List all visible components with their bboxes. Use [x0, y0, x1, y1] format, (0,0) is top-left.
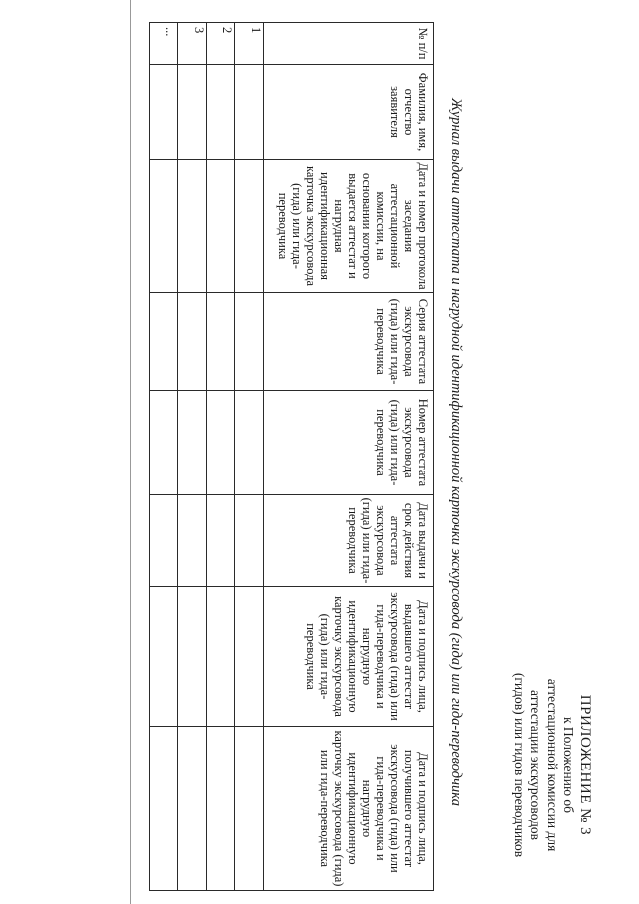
table-cell [150, 160, 179, 293]
table-cell [207, 65, 236, 160]
table-cell [178, 65, 207, 160]
appendix-line: аттестации экскурсоводов [528, 689, 544, 841]
appendix-title: ПРИЛОЖЕНИЕ № 3 [577, 694, 593, 836]
appendix-header [511, 650, 594, 880]
table-cell [207, 391, 236, 495]
table-cell [235, 727, 264, 891]
page-edge-line [130, 0, 131, 904]
table-cell [235, 293, 264, 391]
column-header-issuer-signature: Дата и подпись лица, выдавшего аттестат экскурсовода (гида) или гида-переводчика и нагрудную идентификационную карточку экскурсовода (гида) или гида-переводчика [264, 587, 434, 727]
table-cell [178, 727, 207, 891]
row-number: 1 [235, 23, 264, 65]
table-cell [178, 160, 207, 293]
table-cell [178, 293, 207, 391]
table-cell [207, 727, 236, 891]
table-cell [235, 587, 264, 727]
table-cell [178, 391, 207, 495]
table-cell [150, 727, 179, 891]
column-header-recipient-signature: Дата и подпись лица, получившего аттестат экскурсовода (гида) или гида-переводчика и нагрудную идентификационную карточку экскурсовода (гида) или гида-переводчика [264, 727, 434, 891]
table-cell [207, 293, 236, 391]
column-header-issue-date-validity: Дата выдачи и срок действия аттестата экскурсовода (гида) или гида-переводчика [264, 495, 434, 587]
appendix-line: (гидов) или гидов переводчиков [512, 672, 527, 858]
table-cell [150, 587, 179, 727]
table-cell [150, 495, 179, 587]
table-row [235, 23, 264, 891]
table-cell [207, 495, 236, 587]
table-cell [235, 65, 264, 160]
table-cell [207, 587, 236, 727]
table-cell [150, 293, 179, 391]
table-cell [178, 495, 207, 587]
journal-table [149, 22, 434, 891]
table-cell [178, 587, 207, 727]
row-number: ... [150, 23, 179, 65]
appendix-line: к Положению об [561, 716, 577, 814]
column-header-full-name: Фамилия, имя, отчество заявителя [264, 65, 434, 160]
table-cell [235, 495, 264, 587]
table-cell [150, 391, 179, 495]
table-row [150, 23, 179, 891]
row-number: 2 [207, 23, 236, 65]
appendix-line: аттестационной комиссии для [545, 678, 560, 852]
table-cell [235, 160, 264, 293]
table-row [207, 23, 236, 891]
column-header-certificate-number: Номер аттестата экскурсовода (гида) или гида-переводчика [264, 391, 434, 495]
table-cell [150, 65, 179, 160]
column-header-number: № п/п [264, 23, 434, 65]
table-cell [207, 160, 236, 293]
column-header-protocol: Дата и номер протокола заседания аттестационной комиссии, на основании которого выдается аттестат и нагрудная идентификационная карточка экскурсовода (гида) или гида-переводчика [264, 160, 434, 293]
table-cell [235, 391, 264, 495]
table-row [178, 23, 207, 891]
row-number: 3 [178, 23, 207, 65]
table-header-row [264, 23, 434, 891]
column-header-certificate-series: Серия аттестата экскурсовода (гида) или гида-переводчика [264, 293, 434, 391]
journal-title: Журнал выдачи аттестата и нагрудной идентификационной карточки экскурсовода (гида) или гида-переводчика [448, 98, 464, 806]
